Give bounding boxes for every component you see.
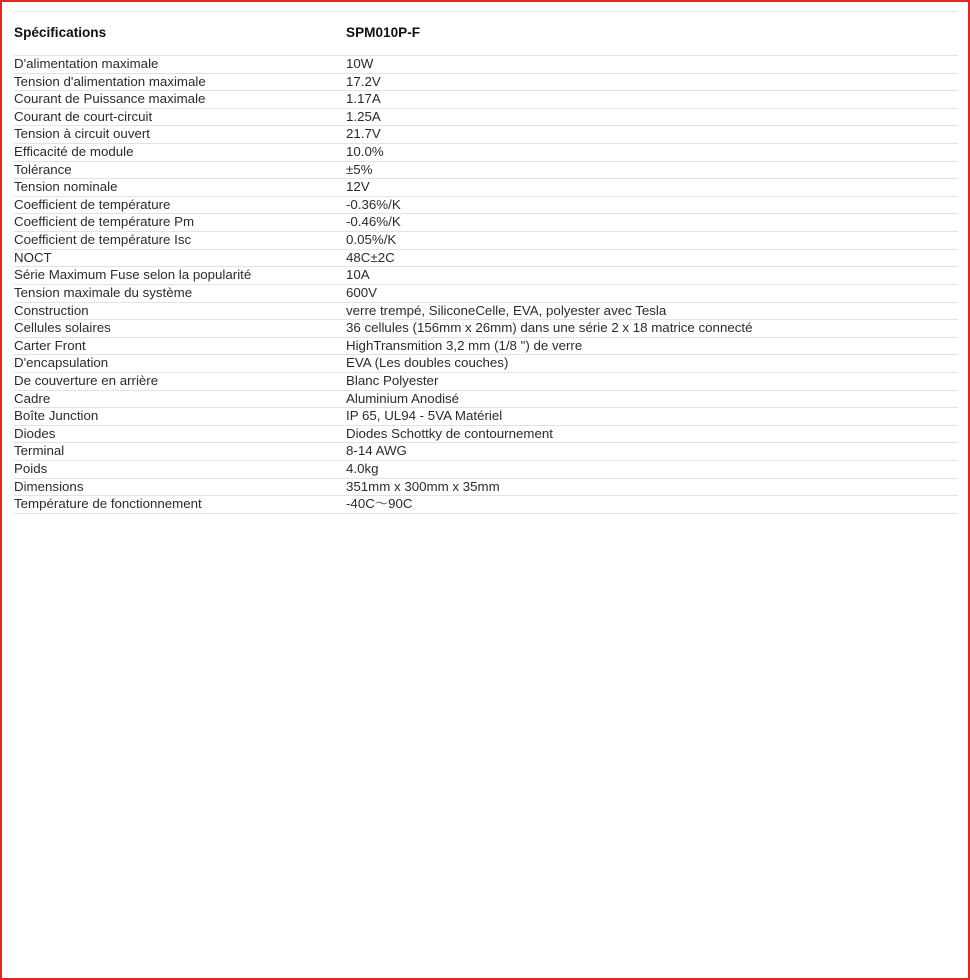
row-value: 4.0kg (346, 461, 379, 476)
row-value: ±5% (346, 161, 373, 177)
row-label: Cellules solaires (14, 320, 111, 336)
row-value: Blanc Polyester (346, 372, 439, 388)
table-header-row (14, 12, 958, 56)
row-label: Tolérance (14, 161, 72, 177)
row-label: Efficacité de module (14, 144, 134, 160)
table-row (14, 126, 958, 144)
row-value: -40C〜90C (346, 496, 413, 512)
table-row (14, 73, 958, 91)
row-label: Cadre (14, 390, 51, 406)
row-label: Poids (14, 461, 48, 476)
table-row (14, 408, 958, 426)
row-label: Tension nominale (14, 179, 118, 195)
header-cell-specifications: Spécifications (14, 25, 107, 40)
row-value: 0.05%/K (346, 232, 397, 248)
row-label: D'alimentation maximale (14, 55, 159, 71)
table-row (14, 496, 958, 514)
row-value: Diodes Schottky de contournement (346, 425, 553, 441)
table-row (14, 161, 958, 179)
row-value: 10A (346, 267, 370, 283)
row-label: Coefficient de température Pm (14, 214, 195, 230)
row-value: verre trempé, SiliconeCelle, EVA, polyester avec Tesla (346, 302, 667, 318)
table-row (14, 91, 958, 109)
row-value: 48C±2C (346, 249, 395, 265)
row-value: 1.17A (346, 91, 381, 107)
row-value: IP 65, UL94 - 5VA Matériel (346, 408, 503, 424)
row-value: 12V (346, 179, 370, 195)
row-label: Série Maximum Fuse selon la popularité (14, 267, 252, 283)
row-value: 21.7V (346, 126, 381, 142)
row-label: Carter Front (14, 337, 86, 353)
table-row (14, 425, 958, 443)
table-row (14, 249, 958, 267)
row-label: Coefficient de température Isc (14, 232, 192, 248)
table-row (14, 443, 958, 461)
row-label: D'encapsulation (14, 355, 109, 371)
row-value: EVA (Les doubles couches) (346, 355, 509, 371)
row-value: Aluminium Anodisé (346, 390, 460, 406)
table-row (14, 320, 958, 338)
table-row (14, 372, 958, 390)
header-cell-model: SPM010P-F (346, 25, 421, 40)
table-row (14, 214, 958, 232)
specifications-table-container (14, 11, 958, 514)
row-value: 1.25A (346, 108, 381, 124)
table-row (14, 337, 958, 355)
row-label: Tension maximale du système (14, 284, 193, 300)
row-label: Boîte Junction (14, 408, 99, 424)
row-label: NOCT (14, 249, 52, 265)
row-value: 351mm x 300mm x 35mm (346, 478, 500, 494)
row-label: Diodes (14, 425, 56, 441)
row-label: Courant de court-circuit (14, 108, 153, 124)
row-value: -0.36%/K (346, 196, 401, 212)
row-label: Terminal (14, 443, 65, 459)
table-row (14, 55, 958, 73)
row-label: Coefficient de température (14, 196, 171, 212)
row-value: 600V (346, 284, 378, 300)
table-row (14, 179, 958, 197)
table-row (14, 284, 958, 302)
row-value: HighTransmition 3,2 mm (1/8 ") de verre (346, 337, 583, 353)
table-row (14, 478, 958, 496)
table-row (14, 355, 958, 373)
table-row (14, 461, 958, 479)
table-row (14, 390, 958, 408)
table-row (14, 196, 958, 214)
row-label: Courant de Puissance maximale (14, 91, 206, 107)
table-row (14, 144, 958, 162)
table-row (14, 108, 958, 126)
table-row (14, 267, 958, 285)
table-row (14, 232, 958, 250)
row-value: 8-14 AWG (346, 443, 407, 459)
row-value: -0.46%/K (346, 214, 401, 230)
specifications-table-body (14, 12, 958, 514)
specifications-table (14, 11, 958, 514)
row-value: 36 cellules (156mm x 26mm) dans une série 2 x 18 matrice connecté (346, 320, 753, 336)
row-label: Dimensions (14, 478, 84, 494)
row-value: 17.2V (346, 73, 381, 89)
row-value: 10.0% (346, 144, 384, 160)
row-label: Construction (14, 302, 89, 318)
table-row (14, 302, 958, 320)
row-label: Tension d'alimentation maximale (14, 73, 206, 89)
row-label: De couverture en arrière (14, 372, 159, 388)
row-label: Tension à circuit ouvert (14, 126, 150, 142)
row-value: 10W (346, 55, 374, 71)
row-label: Température de fonctionnement (14, 496, 202, 512)
